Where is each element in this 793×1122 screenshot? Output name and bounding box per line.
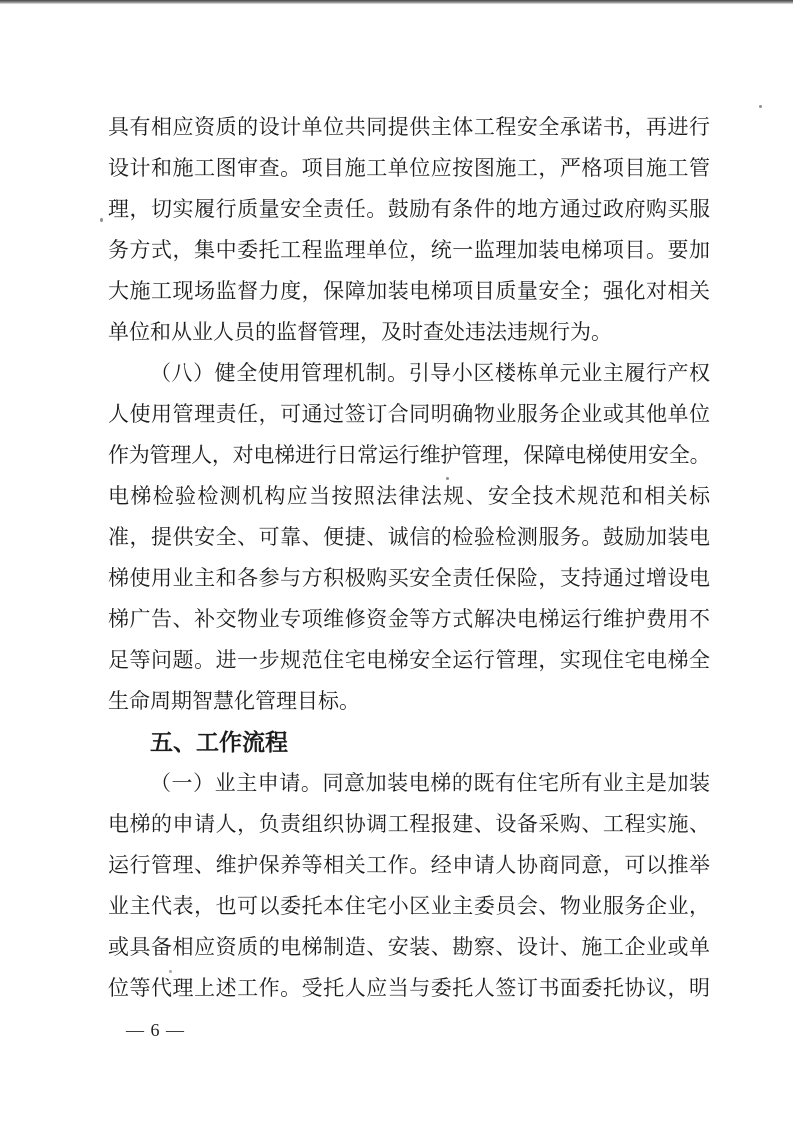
document-line: （一）业主申请。同意加装电梯的既有住宅所有业主是加装: [150, 771, 710, 795]
document-line: 设计和施工图审查。项目施工单位应按图施工，严格项目施工管: [108, 156, 710, 180]
page-number: — 6 —: [126, 1020, 185, 1040]
document-line: 作为管理人，对电梯进行日常运行维护管理，保障电梯使用安全。: [108, 443, 710, 467]
text-block: [108, 107, 710, 1009]
document-line: 梯广告、补交物业专项维修资金等方式解决电梯运行维护费用不: [108, 607, 710, 631]
document-line: 足等问题。进一步规范住宅电梯安全运行管理，实现住宅电梯全: [108, 648, 710, 672]
document-line: 人使用管理责任，可通过签订合同明确物业服务企业或其他单位: [108, 402, 710, 426]
document-line: 理，切实履行质量安全责任。鼓励有条件的地方通过政府购买服: [108, 197, 710, 221]
document-line: 业主代表，也可以委托本住宅小区业主委员会、物业服务企业，: [108, 894, 710, 918]
scan-speck: [446, 477, 449, 480]
document-line: 务方式，集中委托工程监理单位，统一监理加装电梯项目。要加: [108, 238, 710, 262]
document-line: 或具备相应资质的电梯制造、安装、勘察、设计、施工企业或单: [108, 935, 710, 959]
section-heading: 五、工作流程: [150, 729, 288, 755]
scan-speck: [759, 105, 762, 108]
document-line: 位等代理上述工作。受托人应当与委托人签订书面委托协议，明: [108, 976, 710, 1000]
document-line: （八）健全使用管理机制。引导小区楼栋单元业主履行产权: [150, 361, 710, 385]
scan-edge-top: [0, 0, 793, 4]
document-line: 电梯的申请人，负责组织协调工程报建、设备采购、工程实施、: [108, 812, 710, 836]
document-line: 大施工现场监督力度，保障加装电梯项目质量安全；强化对相关: [108, 279, 710, 303]
document-line: 生命周期智慧化管理目标。: [108, 689, 360, 713]
scan-speck: [169, 970, 172, 973]
document-line: 梯使用业主和各参与方积极购买安全责任保险，支持通过增设电: [108, 566, 710, 590]
scan-speck: [100, 218, 103, 222]
document-line: 具有相应资质的设计单位共同提供主体工程安全承诺书，再进行: [108, 115, 710, 139]
document-line: 准，提供安全、可靠、便捷、诚信的检验检测服务。鼓励加装电: [108, 525, 710, 549]
document-line: 电梯检验检测机构应当按照法律法规、安全技术规范和相关标: [108, 484, 710, 508]
document-line: 单位和从业人员的监督管理，及时查处违法违规行为。: [108, 320, 612, 344]
document-line: 运行管理、维护保养等相关工作。经申请人协商同意，可以推举: [108, 853, 710, 877]
